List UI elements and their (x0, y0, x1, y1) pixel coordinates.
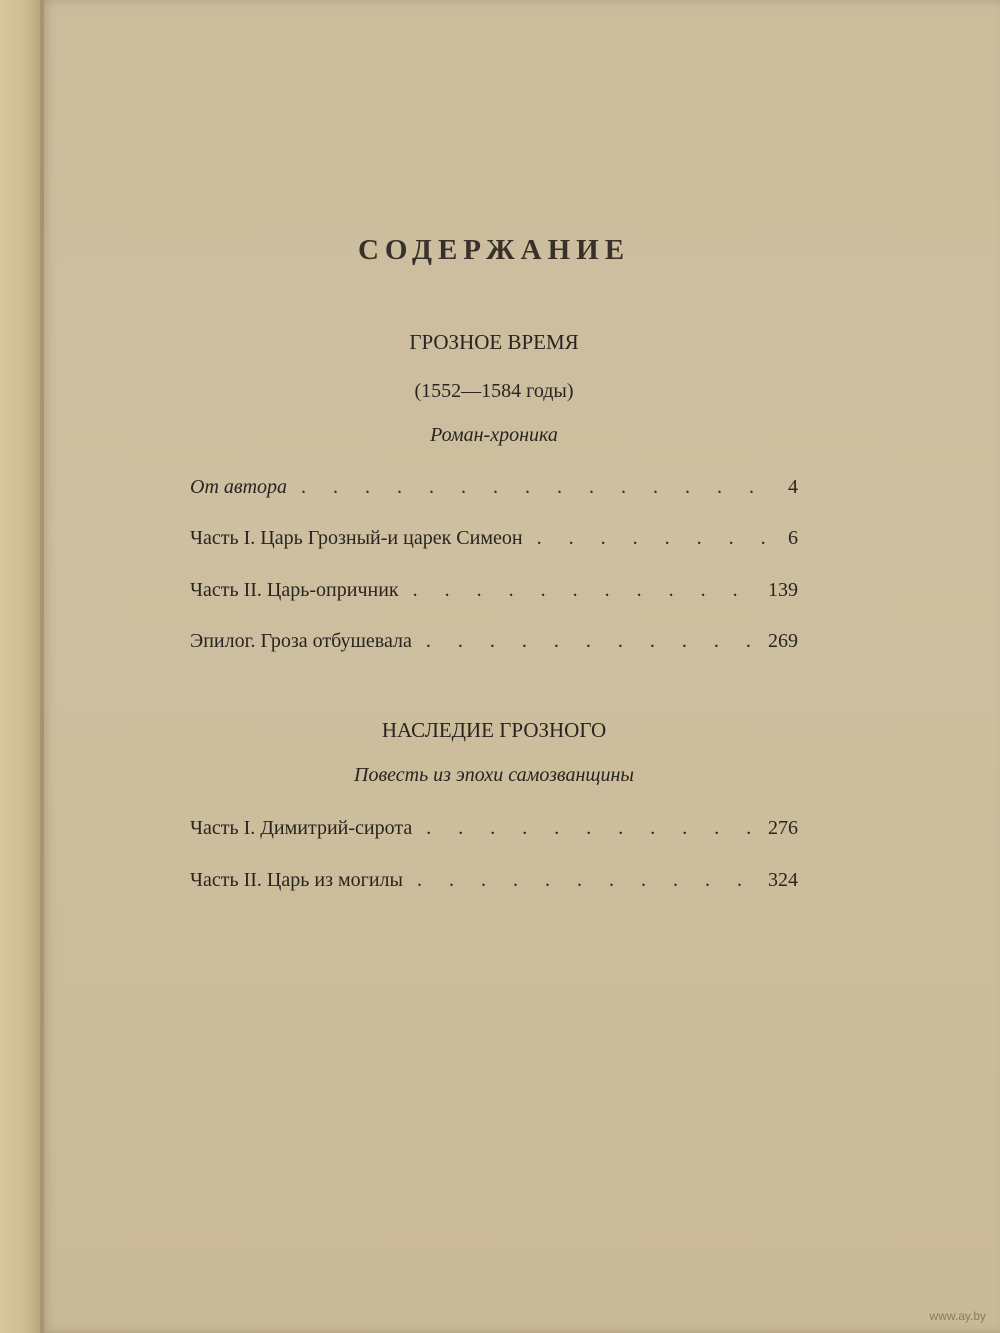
dot-leader (426, 630, 760, 653)
toc-entry (190, 869, 798, 899)
toc-entry (190, 476, 798, 506)
toc-entry (190, 630, 798, 660)
dot-leader (537, 527, 780, 550)
toc-entry (190, 527, 798, 557)
site-watermark: www.ay.by (929, 1309, 986, 1323)
toc-entry-page: 276 (768, 817, 798, 839)
toc-entry (190, 579, 798, 609)
dot-leader (417, 869, 760, 892)
toc-entry-page: 6 (788, 527, 798, 549)
dot-leader (301, 476, 780, 499)
toc-entry-page: 139 (768, 579, 798, 601)
part-1-years: (1552—1584 годы) (414, 380, 574, 402)
toc-entry-label: Часть I. Царь Грозный-и царек Симеон (190, 527, 523, 549)
dot-leader (413, 579, 760, 602)
toc-entry-label: Часть II. Царь из могилы (190, 869, 403, 891)
part-1-genre: Роман-хроника (430, 424, 558, 446)
toc-entry-label: Эпилог. Гроза отбушевала (190, 630, 412, 652)
toc-entry-page: 269 (768, 630, 798, 652)
part-1-title: ГРОЗНОЕ ВРЕМЯ (409, 330, 579, 354)
toc-heading: СОДЕРЖАНИЕ (357, 234, 631, 266)
dot-leader (426, 817, 760, 840)
adjacent-page-edge (0, 0, 40, 1333)
toc-entry-label: Часть II. Царь-опричник (190, 579, 399, 601)
toc-entry-page: 324 (768, 869, 798, 891)
part-2-title: НАСЛЕДИЕ ГРОЗНОГО (381, 718, 607, 742)
toc-entry-label: От автора (190, 476, 288, 498)
toc-entry (190, 817, 798, 847)
toc-entry-page: 4 (788, 476, 798, 498)
part-2-genre: Повесть из эпохи самозванщины (354, 764, 634, 786)
toc-entry-label: Часть I. Димитрий-сирота (190, 817, 413, 839)
page-gutter (40, 0, 44, 1333)
book-page (40, 0, 1000, 1333)
